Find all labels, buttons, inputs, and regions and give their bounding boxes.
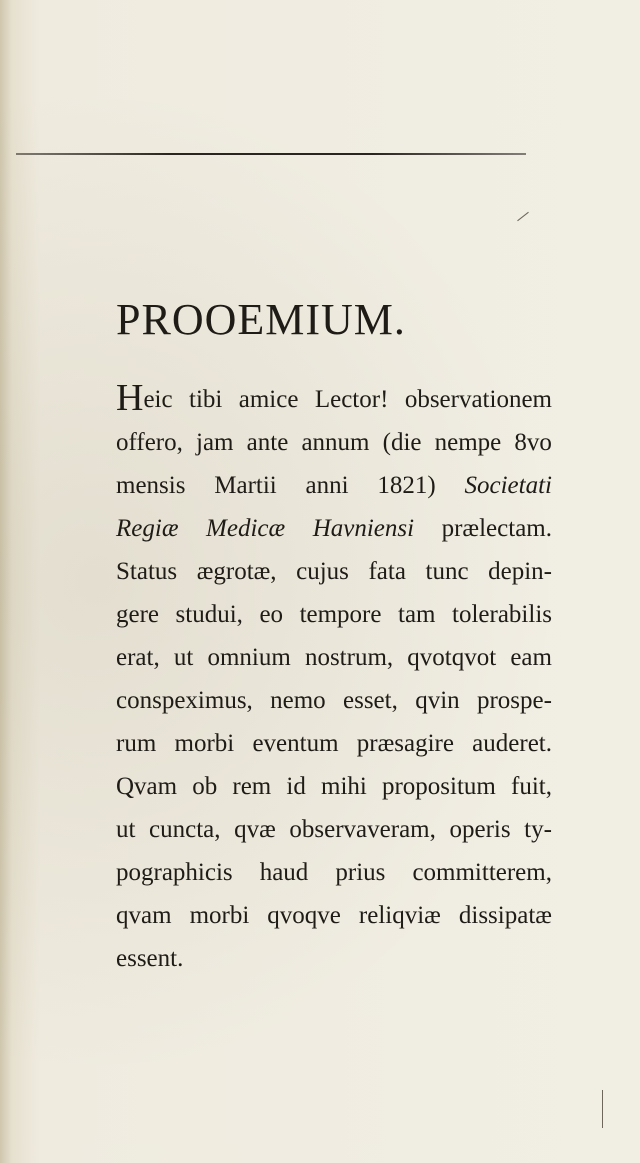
text-line-6: gere studui, eo tempore tam tolerabilis: [116, 601, 552, 628]
text-line-7: erat, ut omnium nostrum, qvotqvot eam: [116, 644, 552, 671]
text-line-9: rum morbi eventum præsagire auderet.: [116, 730, 552, 757]
pencil-mark: [517, 212, 529, 221]
text-line-10: Qvam ob rem id mihi propositum fuit,: [116, 773, 552, 800]
text-line-12: pographicis haud prius committerem,: [116, 859, 552, 886]
text-line-8: conspeximus, nemo esset, qvin prospe-: [116, 687, 552, 714]
text-line-14: essent.: [116, 945, 184, 972]
text-line-4: Regiæ Medicæ Havniensi prælectam.: [116, 515, 552, 542]
text-line-1: Heic tibi amice Lector! observationem: [116, 377, 552, 419]
body-text: [116, 378, 552, 980]
text-line-3: mensis Martii anni 1821) Societati: [116, 472, 552, 499]
text-line-11: ut cuncta, qvæ observaveram, operis ty-: [116, 816, 552, 843]
dropcap: H: [116, 377, 144, 419]
first-word: Heic: [116, 377, 173, 419]
text-line-2: offero, jam ante annum (die nempe 8vo: [116, 429, 552, 456]
header-rule: [16, 153, 526, 155]
page-fold-mark: [602, 1090, 603, 1128]
text-line-13: qvam morbi qvoqve reliqviæ dissipatæ: [116, 902, 552, 929]
page-title: PROOEMIUM.: [116, 295, 406, 344]
text-line-5: Status ægrotæ, cujus fata tunc depin-: [116, 558, 552, 585]
